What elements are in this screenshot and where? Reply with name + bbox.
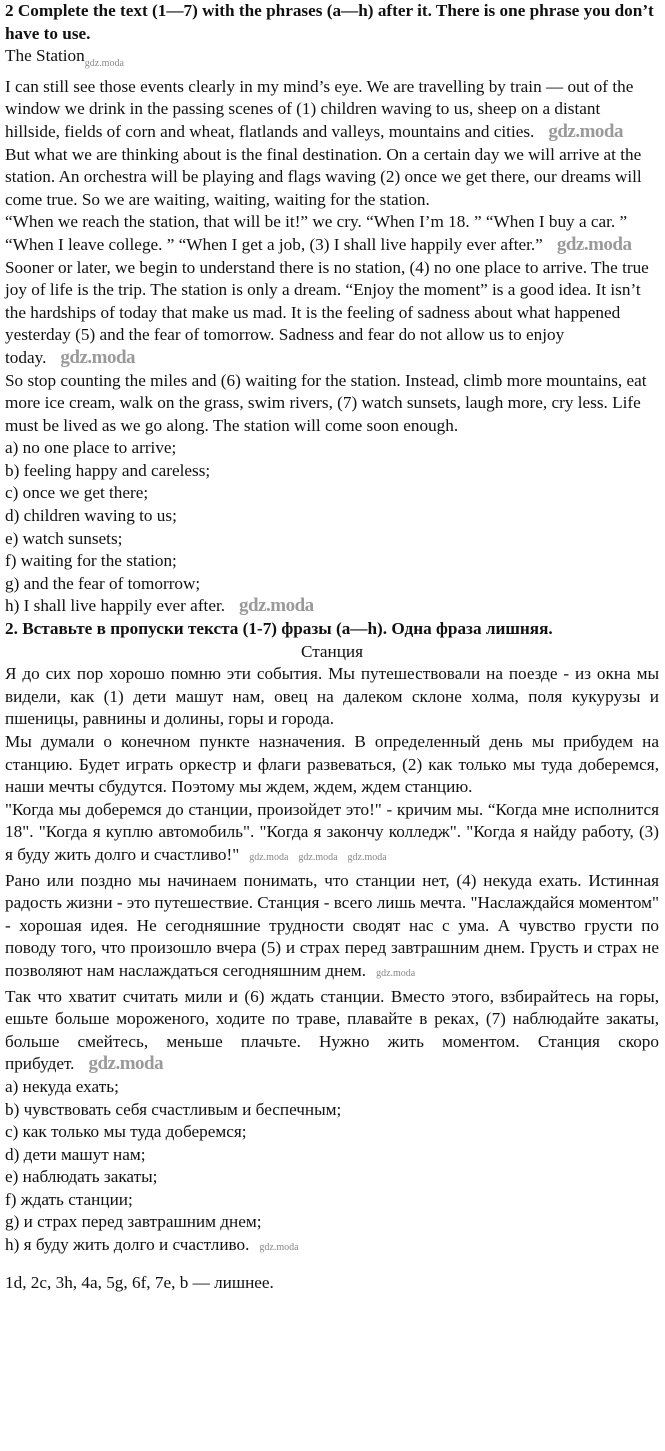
watermark: gdz.moda (249, 851, 289, 863)
russian-paragraph: Я до сих пор хорошо помню эти события. Мы путешествовали на поезде - из окна мы видели, как (1) дети машут нам, овец на далеком склоне холма, поля кукурузы и пшеницы, равнины и долины, горы и города. (5, 664, 659, 729)
english-option: g) and the fear of tomorrow; (5, 573, 201, 593)
english-paragraph (5, 257, 659, 370)
option-text: h) I shall live happily ever after. (5, 596, 226, 616)
english-option (5, 595, 659, 618)
english-task-title: 2 Complete the text (1—7) with the phrases (a—h) after it. There is one phrase you don’t have to use. (5, 1, 654, 43)
english-paragraph (5, 211, 659, 256)
english-option: f) waiting for the station; (5, 551, 177, 571)
english-story-title (5, 45, 659, 76)
watermark: gdz.moda (259, 1242, 299, 1254)
watermark: gdz.moda (548, 120, 623, 142)
watermark: gdz.moda (347, 851, 387, 863)
russian-option: g) и страх перед завтрашним днем; (5, 1212, 262, 1232)
answer-key: 1d, 2c, 3h, 4a, 5g, 6f, 7e, b — лишнее. (5, 1272, 274, 1292)
story-title-text: The Station (5, 46, 85, 66)
paragraph-text: "Когда мы доберемся до станции, произойдет это!" - кричим мы. “Когда мне исполнится 18". "Когда я куплю автомобиль". "Когда я закончу колледж". "Когда я найду работу, (3) я буду жить долго и счастливо!" (5, 799, 659, 864)
english-paragraph: So stop counting the miles and (6) waiting for the station. Instead, climb more mountains, eat more ice cream, walk on the grass, swim rivers, (7) watch sunsets, laugh more, cry less. Life must be lived as we go along. The station will come soon enough. (5, 370, 647, 435)
english-paragraph (5, 76, 659, 144)
english-paragraph: But what we are thinking about is the final destination. On a certain day we will arrive at the station. An orchestra will be playing and flags waving (2) once we get there, our dreams will come true. So we are waiting, waiting, waiting for the station. (5, 144, 642, 209)
english-option: d) children waving to us; (5, 506, 177, 526)
russian-paragraph (5, 870, 659, 986)
option-text: h) я буду жить долго и счастливо. (5, 1235, 250, 1255)
russian-paragraph (5, 799, 659, 870)
russian-task-title: 2. Вставьте в пропуски текста (1-7) фразы (a—h). Одна фраза лишняя. (5, 619, 553, 639)
paragraph-text: Так что хватит считать мили и (6) ждать станции. Вместо этого, взбирайтесь на горы, ешьте больше мороженого, ходите по траве, плавайте в реках, (7) наблюдайте закаты, больше смейтесь, меньше плачьте. Нужно жить моментом. Станция скоро прибудет. (5, 986, 659, 1074)
russian-option: b) чувствовать себя счастливым и беспечным; (5, 1099, 342, 1119)
paragraph-text: Sooner or later, we begin to understand there is no station, (4) no one place to arrive. The true joy of life is the trip. The station is only a dream. “Enjoy the moment” is a good idea. It isn’t the hardships of today that make us mad. It is the feeling of sadness about what happened yesterday (5) and the fear of tomorrow. Sadness and fear do not allow us to enjoy today. (5, 257, 649, 367)
watermark: gdz.moda (84, 58, 124, 70)
english-option: b) feeling happy and careless; (5, 460, 211, 480)
watermark: gdz.moda (556, 233, 632, 255)
russian-paragraph: Мы думали о конечном пункте назначения. В определенный день мы прибудем на станцию. Будет играть оркестр и флаги развеваться, (2) как только мы туда доберемся, наши мечты сбудутся. Поэтому мы ждем, ждем, ждем станцию. (5, 732, 659, 797)
english-option: e) watch sunsets; (5, 528, 123, 548)
watermark: gdz.moda (298, 851, 338, 863)
russian-option: a) некуда ехать; (5, 1076, 119, 1096)
english-option: a) no one place to arrive; (5, 438, 177, 458)
russian-option: e) наблюдать закаты; (5, 1167, 158, 1187)
russian-option: c) как только мы туда доберемся; (5, 1122, 247, 1142)
russian-paragraph (5, 986, 659, 1076)
watermark: gdz.moda (239, 595, 314, 617)
watermark: gdz.moda (88, 1053, 164, 1075)
watermark: gdz.moda (376, 967, 416, 979)
russian-story-title: Станция (300, 641, 364, 661)
paragraph-text: I can still see those events clearly in my mind’s eye. We are travelling by train — out of the window we drink in the passing scenes of (1) children waving to us, sheep on a distant hillside, fields of corn and wheat, flatlands and valleys, mountains and cities. (5, 76, 634, 141)
russian-option (5, 1234, 659, 1260)
paragraph-text: Рано или поздно мы начинаем понимать, что станции нет, (4) некуда ехать. Истинная радость жизни - это путешествие. Станция - всего лишь мечта. "Наслаждайся моментом" - хорошая идея. Не сегодняшние трудности сводят нас с ума. А чувство грусти по поводу того, что произошло вчера (5) и страх перед завтрашним днем. Грусть и страх не позволяют нам наслаждаться сегодняшним днем. (5, 870, 659, 980)
english-option: c) once we get there; (5, 483, 149, 503)
russian-option: f) ждать станции; (5, 1189, 133, 1209)
paragraph-text: “When we reach the station, that will be it!” we cry. “When I’m 18. ” “When I buy a car. ” “When I leave college. ” “When I get a job, (3) I shall live happily ever after.” (5, 212, 628, 254)
watermark: gdz.moda (60, 346, 136, 368)
russian-option: d) дети машут нам; (5, 1144, 146, 1164)
